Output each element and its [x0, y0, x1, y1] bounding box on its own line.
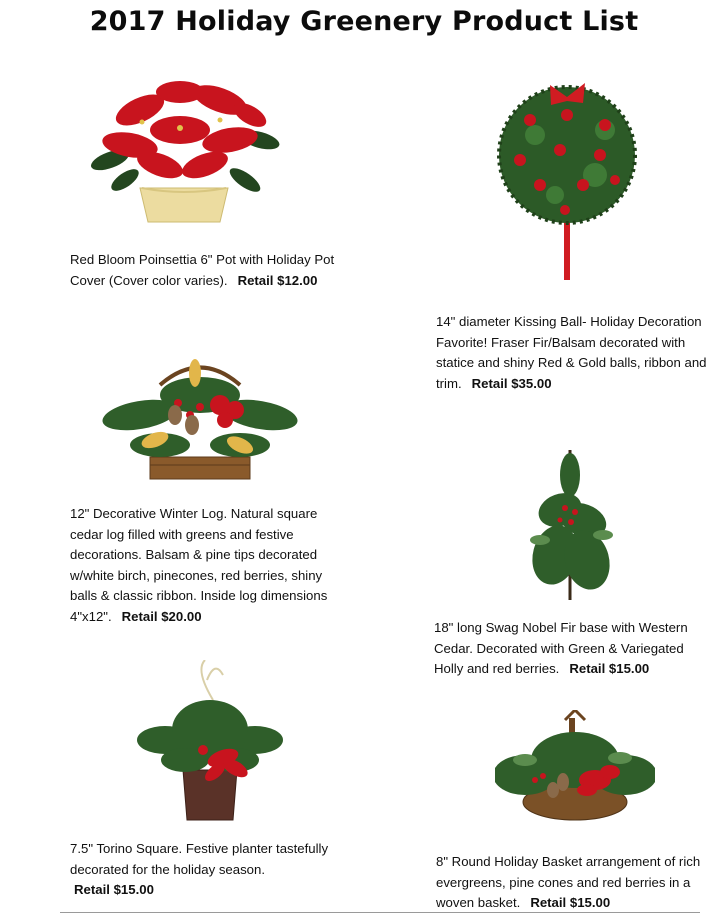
winter-log-icon: [100, 345, 300, 485]
product-text: 7.5" Torino Square. Festive planter tastefully decorated for the holiday season.: [70, 841, 329, 877]
product-description-poinsettia: [70, 250, 370, 291]
product-description-winter-log: [70, 504, 345, 628]
product-text: 8" Round Holiday Basket arrangement of rich evergreens, pine cones and red berries in a woven basket.: [436, 854, 701, 911]
planter-icon: [135, 660, 285, 825]
product-text: 14" diameter Kissing Ball- Holiday Decoration Favorite! Fraser Fir/Balsam decorated with statice and shiny Red & Gold balls, ribbon and trim.: [436, 314, 707, 391]
retail-price: Retail $20.00: [121, 608, 202, 624]
footer-divider: [60, 912, 700, 913]
retail-price: Retail $35.00: [471, 375, 552, 391]
product-description-basket: [436, 852, 718, 914]
swag-icon: [515, 450, 625, 605]
product-description-swag: [434, 618, 714, 680]
product-text: Red Bloom Poinsettia 6" Pot with Holiday Pot Cover (Cover color varies).: [70, 252, 335, 288]
product-text: 18" long Swag Nobel Fir base with Western Cedar. Decorated with Green & Variegated Holly and red berries.: [434, 620, 688, 677]
retail-price: Retail $15.00: [530, 895, 611, 911]
basket-icon: [495, 710, 655, 825]
retail-price: Retail $15.00: [74, 882, 154, 898]
product-description-planter: [70, 839, 360, 901]
retail-price: Retail $12.00: [237, 272, 318, 288]
product-description-kissing-ball: [436, 312, 718, 394]
page-title: 2017 Holiday Greenery Product List: [89, 6, 639, 37]
retail-price: Retail $15.00: [569, 661, 650, 677]
kissing-ball-icon: [495, 75, 645, 285]
product-text: 12" Decorative Winter Log. Natural square cedar log filled with greens and festive decorations. Balsam & pine tips decorated w/white birch, pinecones, red berries, shiny balls & classic ribbon. Inside log dimensions 4"x12".: [70, 506, 328, 624]
poinsettia-icon: [80, 70, 280, 230]
